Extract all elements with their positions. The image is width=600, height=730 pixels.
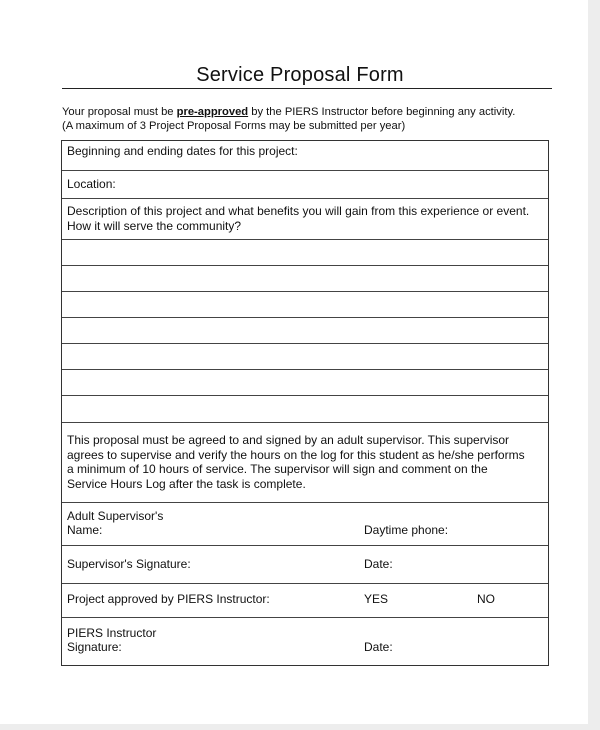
supervisor-name-label-line-2: Name: [67, 523, 103, 537]
title-underline [62, 88, 552, 89]
description-blank-line[interactable] [62, 291, 548, 317]
description-blank-line[interactable] [62, 239, 548, 265]
description-line-2: How it will serve the community? [67, 218, 242, 233]
approval-label: Project approved by PIERS Instructor: [67, 592, 270, 606]
instructor-date-label: Date: [364, 640, 393, 654]
supervisor-date-label: Date: [364, 557, 393, 571]
supervisor-signature-label: Supervisor's Signature: [67, 557, 191, 571]
location-field[interactable] [62, 170, 548, 198]
intro-line-1-end: by the PIERS Instructor before beginning any activity. [248, 106, 516, 118]
supervisor-name-label-line-1: Adult Supervisor's [67, 509, 164, 523]
location-label: Location: [67, 177, 116, 191]
approval-no-option[interactable]: NO [477, 592, 495, 606]
agreement-line-1: This proposal must be agreed to and signed by an adult supervisor. This supervisor [67, 433, 510, 447]
supervisor-name-label [67, 509, 163, 537]
dates-field[interactable] [62, 141, 548, 170]
intro-line-1-start: Your proposal must be [62, 106, 177, 118]
description-text [67, 204, 529, 233]
intro-line-1 [62, 105, 515, 119]
agreement-line-3: a minimum of 10 hours of service. The supervisor will sign and comment on the [67, 462, 488, 476]
instructor-signature-label-line-1: PIERS Instructor [67, 626, 157, 640]
approval-yes-option[interactable]: YES [364, 592, 389, 606]
description-blank-line[interactable] [62, 343, 548, 369]
page-edge-right [588, 0, 600, 730]
form-title: Service Proposal Form [196, 64, 404, 86]
page-edge-bottom [0, 724, 600, 730]
instructor-signature-label [67, 626, 156, 654]
description-blank-line[interactable] [62, 369, 548, 395]
agreement-text [67, 433, 525, 491]
intro-text [62, 105, 515, 133]
description-line-1: Description of this project and what benefits you will gain from this experience or event. [67, 204, 530, 218]
proposal-form-table [61, 140, 549, 666]
instructor-signature-label-line-2: Signature: [67, 640, 122, 654]
daytime-phone-label: Daytime phone: [364, 523, 449, 537]
dates-label: Beginning and ending dates for this project: [67, 144, 298, 158]
agreement-line-4: Service Hours Log after the task is complete. [67, 476, 306, 491]
intro-line-2: (A maximum of 3 Project Proposal Forms may be submitted per year) [62, 120, 406, 132]
pre-approved-emphasis: pre-approved [176, 106, 249, 118]
description-blank-line[interactable] [62, 317, 548, 343]
agreement-line-2: agrees to supervise and verify the hours on the log for this student as he/she performs [67, 447, 525, 462]
description-blank-line[interactable] [62, 395, 548, 422]
description-blank-line[interactable] [62, 265, 548, 291]
